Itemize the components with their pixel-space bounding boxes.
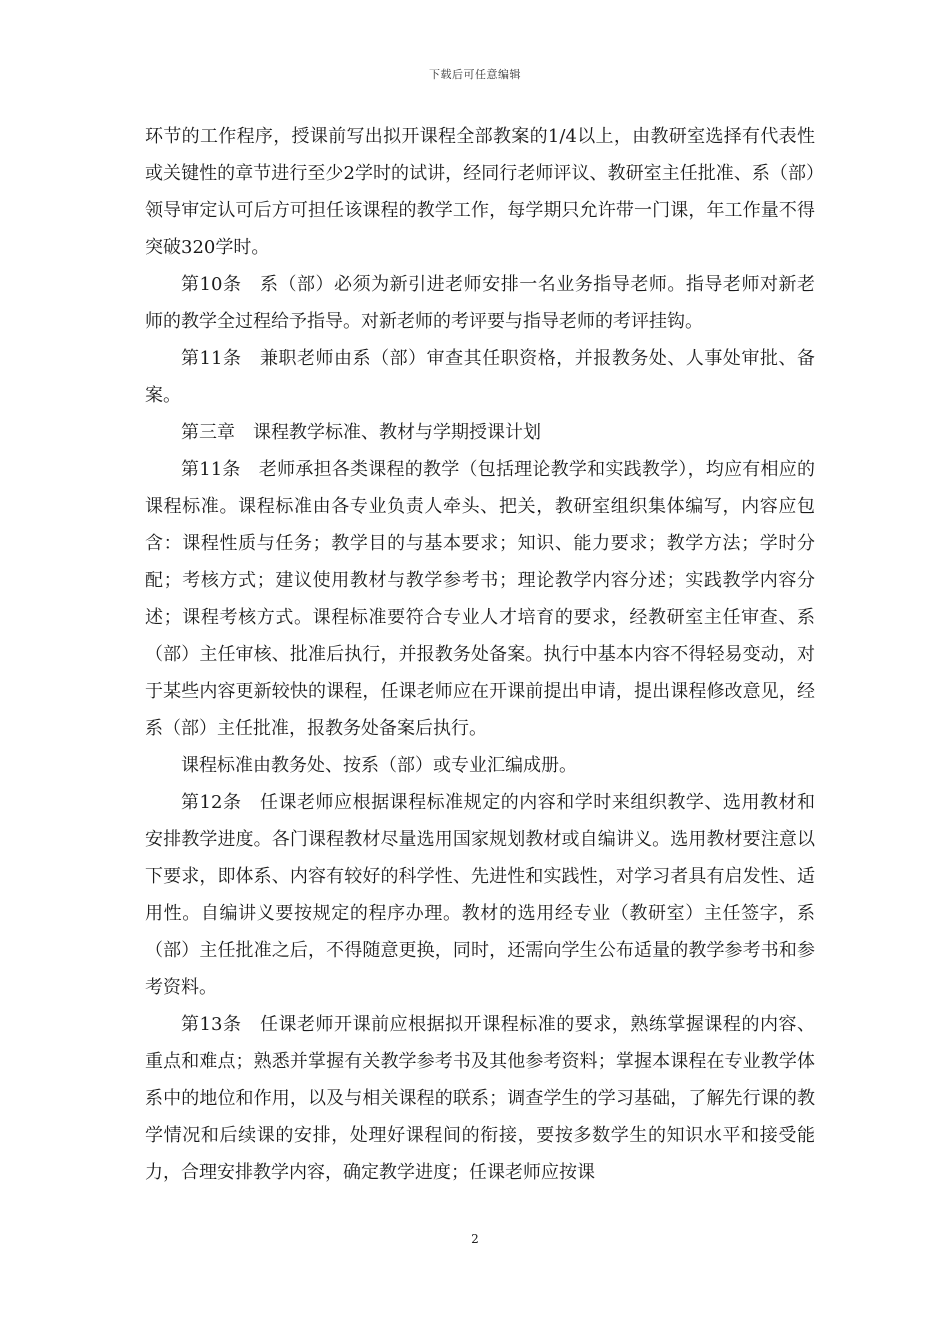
- paragraph-article-11-standards: 第11条 老师承担各类课程的教学（包括理论教学和实践教学），均应有相应的课程标准。课程标准由各专业负责人牵头、把关，教研室组织集体编写，内容应包含：课程性质与任务；教学目的与基本要求；知识、能力要求；教学方法；学时分配；考核方式；建议使用教材与教学参考书；理论教学内容分述；实践教学内容分述；课程考核方式。课程标准要符合专业人才培育的要求，经教研室主任审查、系（部）主任审核、批准后执行，并报教务处备案。执行中基本内容不得轻易变动，对于某些内容更新较快的课程，任课老师应在开课前提出申请，提出课程修改意见，经系（部）主任批准，报教务处备案后执行。: [145, 459, 815, 739]
- page-number: 2: [471, 1232, 479, 1246]
- chapter-heading: 第三章 课程教学标准、教材与学期授课计划: [181, 422, 541, 443]
- page-header: 下载后可任意编辑: [429, 68, 521, 81]
- document-body: [145, 118, 815, 1191]
- paragraph-article-12: 第12条 任课老师应根据课程标准规定的内容和学时来组织教学、选用教材和安排教学进度。各门课程教材尽量选用国家规划教材或自编讲义。选用教材要注意以下要求，即体系、内容有较好的科学性、先进性和实践性，对学习者具有启发性、适用性。自编讲义要按规定的程序办理。教材的选用经专业（教研室）主任签字，系（部）主任批准之后，不得随意更换，同时，还需向学生公布适量的教学参考书和参考资料。: [145, 792, 815, 998]
- paragraph-article-10: 第10条 系（部）必须为新引进老师安排一名业务指导老师。指导老师对新老师的教学全过程给予指导。对新老师的考评要与指导老师的考评挂钩。: [145, 274, 815, 332]
- paragraph-continuation: 环节的工作程序，授课前写出拟开课程全部教案的1/4以上，由教研室选择有代表性或关键性的章节进行至少2学时的试讲，经同行老师评议、教研室主任批准、系（部）领导审定认可后方可担任该课程的教学工作，每学期只允许带一门课，年工作量不得突破320学时。: [145, 126, 815, 258]
- paragraph-standards-compilation: 课程标准由教务处、按系（部）或专业汇编成册。: [181, 755, 577, 776]
- paragraph-article-13: 第13条 任课老师开课前应根据拟开课程标准的要求，熟练掌握课程的内容、重点和难点；熟悉并掌握有关教学参考书及其他参考资料；掌握本课程在专业教学体系中的地位和作用，以及与相关课程的联系；调查学生的学习基础，了解先行课的教学情况和后续课的安排，处理好课程间的衔接，要按多数学生的知识水平和接受能力，合理安排教学内容，确定教学进度；任课老师应按课: [145, 1014, 815, 1183]
- paragraph-article-11-part-time: 第11条 兼职老师由系（部）审查其任职资格，并报教务处、人事处审批、备案。: [145, 348, 815, 406]
